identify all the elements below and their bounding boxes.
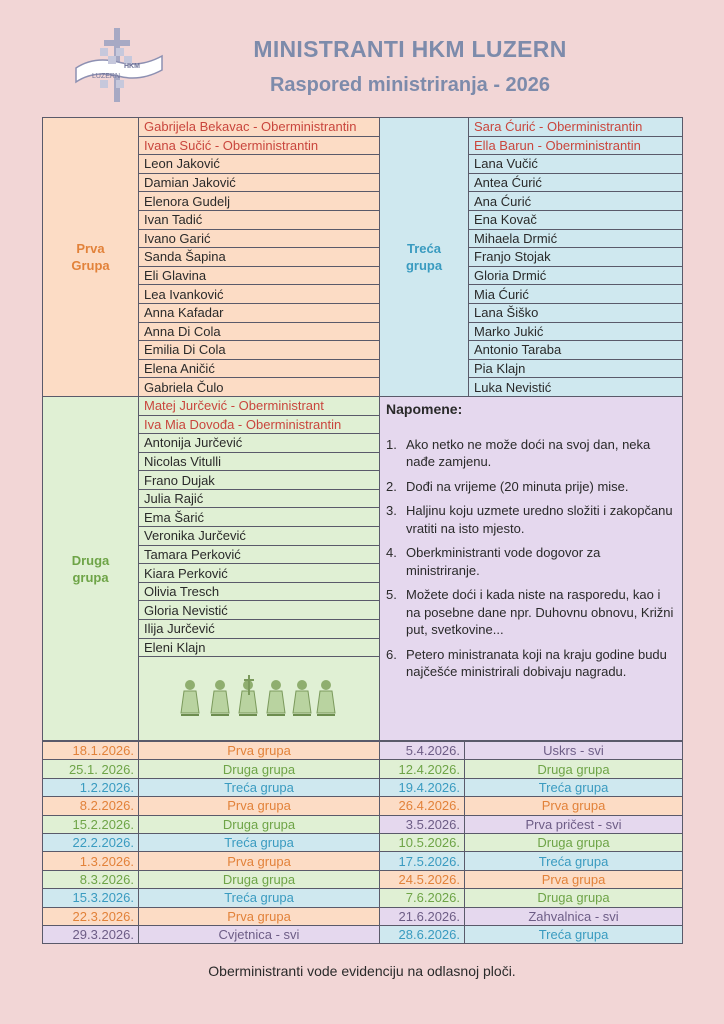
note-number: 2.: [386, 478, 397, 494]
note-item: [386, 646, 674, 681]
group-label-prva: [43, 118, 139, 397]
member-prva: Ivana Sučić - Oberministrantin: [139, 136, 380, 155]
note-text: Dođi na vrijeme (20 minuta prije) mise.: [406, 478, 629, 494]
schedule-date: 22.3.2026.: [43, 907, 139, 925]
schedule-date: 1.3.2026.: [43, 852, 139, 870]
groups-table: [42, 117, 683, 741]
member-prva: Gabrijela Bekavac - Oberministrantin: [139, 118, 380, 137]
member-treca: Ana Ćurić: [469, 192, 683, 211]
schedule-row: [43, 833, 683, 851]
group-label-line: grupa: [72, 569, 109, 585]
schedule-date: 12.4.2026.: [380, 760, 465, 778]
logo-text-luzern: LUZERN: [92, 73, 121, 80]
member-prva: Leon Jaković: [139, 155, 380, 174]
note-item: [386, 544, 674, 579]
schedule-date: 22.2.2026.: [43, 833, 139, 851]
schedule-row: [43, 778, 683, 796]
schedule-date: 1.2.2026.: [43, 778, 139, 796]
footer-note: Oberministranti vode evidenciju na odlasnoj ploči.: [208, 963, 516, 979]
note-number: 3.: [386, 503, 397, 519]
member-treca: Mihaela Drmić: [469, 229, 683, 248]
member-prva: Anna Kafadar: [139, 303, 380, 322]
schedule-date: 15.2.2026.: [43, 815, 139, 833]
member-druga: Iva Mia Dovođa - Oberministrantin: [139, 415, 380, 434]
schedule-date: 17.5.2026.: [380, 852, 465, 870]
member-druga: Antonija Jurčević: [139, 434, 380, 453]
note-number: 4.: [386, 545, 397, 561]
note-text: Haljinu koju uzmete uredno složiti i zakopčanu vratiti na isto mjesto.: [406, 503, 673, 536]
group-label-treca: [380, 118, 469, 397]
member-treca: Luka Nevistić: [469, 378, 683, 397]
schedule-group: Treća grupa: [139, 833, 380, 851]
member-druga: Nicolas Vitulli: [139, 452, 380, 471]
note-item: [386, 502, 674, 537]
member-treca: Gloria Drmić: [469, 266, 683, 285]
schedule-date: 10.5.2026.: [380, 833, 465, 851]
schedule-row: [43, 760, 683, 778]
ministrants-picture: [139, 657, 380, 741]
member-druga: Eleni Klajn: [139, 638, 380, 657]
note-number: 1.: [386, 436, 397, 452]
schedule-group: Prva grupa: [139, 907, 380, 925]
schedule-group: Treća grupa: [465, 925, 683, 943]
member-treca: Franjo Stojak: [469, 248, 683, 267]
schedule-group: Prva grupa: [139, 742, 380, 760]
member-treca: Sara Ćurić - Oberministrantin: [469, 118, 683, 137]
member-druga: Ema Šarić: [139, 508, 380, 527]
notes-title: Napomene:: [386, 400, 463, 417]
page-subtitle: Raspored ministriranja - 2026: [269, 74, 551, 96]
schedule-group: Prva pričest - svi: [465, 815, 683, 833]
schedule-group: Druga grupa: [139, 870, 380, 888]
schedule-table: [42, 741, 683, 944]
group-label-line: Prva: [76, 240, 105, 256]
member-prva: Emilia Di Cola: [139, 341, 380, 360]
note-text: Ako netko ne može doći na svoj dan, neka nađe zamjenu.: [406, 436, 651, 470]
member-prva: Damian Jaković: [139, 173, 380, 192]
member-treca: Ella Barun - Oberministrantin: [469, 136, 683, 155]
notes-box: [380, 396, 683, 740]
schedule-row: [43, 815, 683, 833]
schedule-date: 8.2.2026.: [43, 797, 139, 815]
schedule-date: 7.6.2026.: [380, 889, 465, 907]
note-item: [386, 436, 674, 471]
schedule-group: Treća grupa: [465, 778, 683, 796]
schedule-date: 18.1.2026.: [43, 742, 139, 760]
hkm-logo: [74, 26, 164, 106]
schedule-row: [43, 907, 683, 925]
note-item: [386, 586, 674, 639]
group-label-line: Druga: [71, 552, 110, 568]
schedule-group: Zahvalnica - svi: [465, 907, 683, 925]
member-prva: Eli Glavina: [139, 266, 380, 285]
member-treca: Marko Jukić: [469, 322, 683, 341]
group-label-line: Treća: [407, 240, 441, 256]
schedule-date: 29.3.2026.: [43, 925, 139, 943]
schedule-row: [43, 889, 683, 907]
page-title: MINISTRANTI HKM LUZERN: [253, 36, 567, 62]
member-treca: Antea Ćurić: [469, 173, 683, 192]
member-prva: Gabriela Čulo: [139, 378, 380, 397]
schedule-row: [43, 852, 683, 870]
member-druga: Veronika Jurčević: [139, 527, 380, 546]
member-druga: Tamara Perković: [139, 545, 380, 564]
schedule-date: 15.3.2026.: [43, 889, 139, 907]
schedule-date: 8.3.2026.: [43, 870, 139, 888]
schedule-date: 5.4.2026.: [380, 742, 465, 760]
member-treca: Lana Vučić: [469, 155, 683, 174]
schedule-group: Treća grupa: [139, 778, 380, 796]
member-druga: Olivia Tresch: [139, 582, 380, 601]
schedule-row: [43, 925, 683, 943]
schedule-group: Druga grupa: [139, 760, 380, 778]
schedule-date: 24.5.2026.: [380, 870, 465, 888]
schedule-group: Druga grupa: [465, 833, 683, 851]
member-prva: Elena Aničić: [139, 359, 380, 378]
schedule-group: Treća grupa: [465, 852, 683, 870]
member-treca: Mia Ćurić: [469, 285, 683, 304]
note-number: 6.: [386, 646, 397, 662]
member-prva: Sanda Šapina: [139, 248, 380, 267]
schedule-group: Prva grupa: [139, 852, 380, 870]
schedule-group: Druga grupa: [465, 889, 683, 907]
member-druga: Matej Jurčević - Oberministrant: [139, 396, 380, 415]
member-treca: Antonio Taraba: [469, 341, 683, 360]
schedule-group: Uskrs - svi: [465, 742, 683, 760]
member-treca: Ena Kovač: [469, 210, 683, 229]
schedule-group: Prva grupa: [465, 870, 683, 888]
member-prva: Elenora Gudelj: [139, 192, 380, 211]
note-text: Oberkministranti vode dogovor za ministriranje.: [406, 545, 601, 578]
member-treca: Lana Šiško: [469, 303, 683, 322]
schedule-group: Cvjetnica - svi: [139, 925, 380, 943]
schedule-group: Druga grupa: [465, 760, 683, 778]
schedule-date: 26.4.2026.: [380, 797, 465, 815]
member-prva: Anna Di Cola: [139, 322, 380, 341]
schedule-row: [43, 742, 683, 760]
schedule-date: 25.1. 2026.: [43, 760, 139, 778]
logo-text-hkm: HKM: [124, 63, 140, 70]
schedule-date: 28.6.2026.: [380, 925, 465, 943]
group-label-druga: [43, 396, 139, 740]
note-text: Petero ministranata koji na kraju godine budu najčešće ministrirali dobivaju nagradu.: [406, 646, 667, 680]
schedule-date: 3.5.2026.: [380, 815, 465, 833]
member-druga: Julia Rajić: [139, 489, 380, 508]
group-label-line: grupa: [405, 257, 443, 273]
schedule-row: [43, 797, 683, 815]
member-druga: Frano Dujak: [139, 471, 380, 490]
note-text: Možete doći i kada niste na rasporedu, kao i na posebne dane npr. Duhovnu obnovu, Križni put, svetkovine...: [406, 587, 674, 638]
schedule-group: Prva grupa: [139, 797, 380, 815]
schedule-group: Prva grupa: [465, 797, 683, 815]
member-druga: Gloria Nevistić: [139, 601, 380, 620]
member-prva: Ivan Tadić: [139, 210, 380, 229]
member-prva: Ivano Garić: [139, 229, 380, 248]
schedule-date: 21.6.2026.: [380, 907, 465, 925]
notes-list: [386, 436, 674, 681]
member-prva: Lea Ivanković: [139, 285, 380, 304]
schedule-date: 19.4.2026.: [380, 778, 465, 796]
member-treca: Pia Klajn: [469, 359, 683, 378]
schedule-group: Druga grupa: [139, 815, 380, 833]
schedule-group: Treća grupa: [139, 889, 380, 907]
schedule-row: [43, 870, 683, 888]
member-druga: Kiara Perković: [139, 564, 380, 583]
group-label-line: Grupa: [71, 257, 110, 273]
note-number: 5.: [386, 587, 397, 603]
member-druga: Ilija Jurčević: [139, 620, 380, 639]
note-item: [386, 478, 674, 496]
